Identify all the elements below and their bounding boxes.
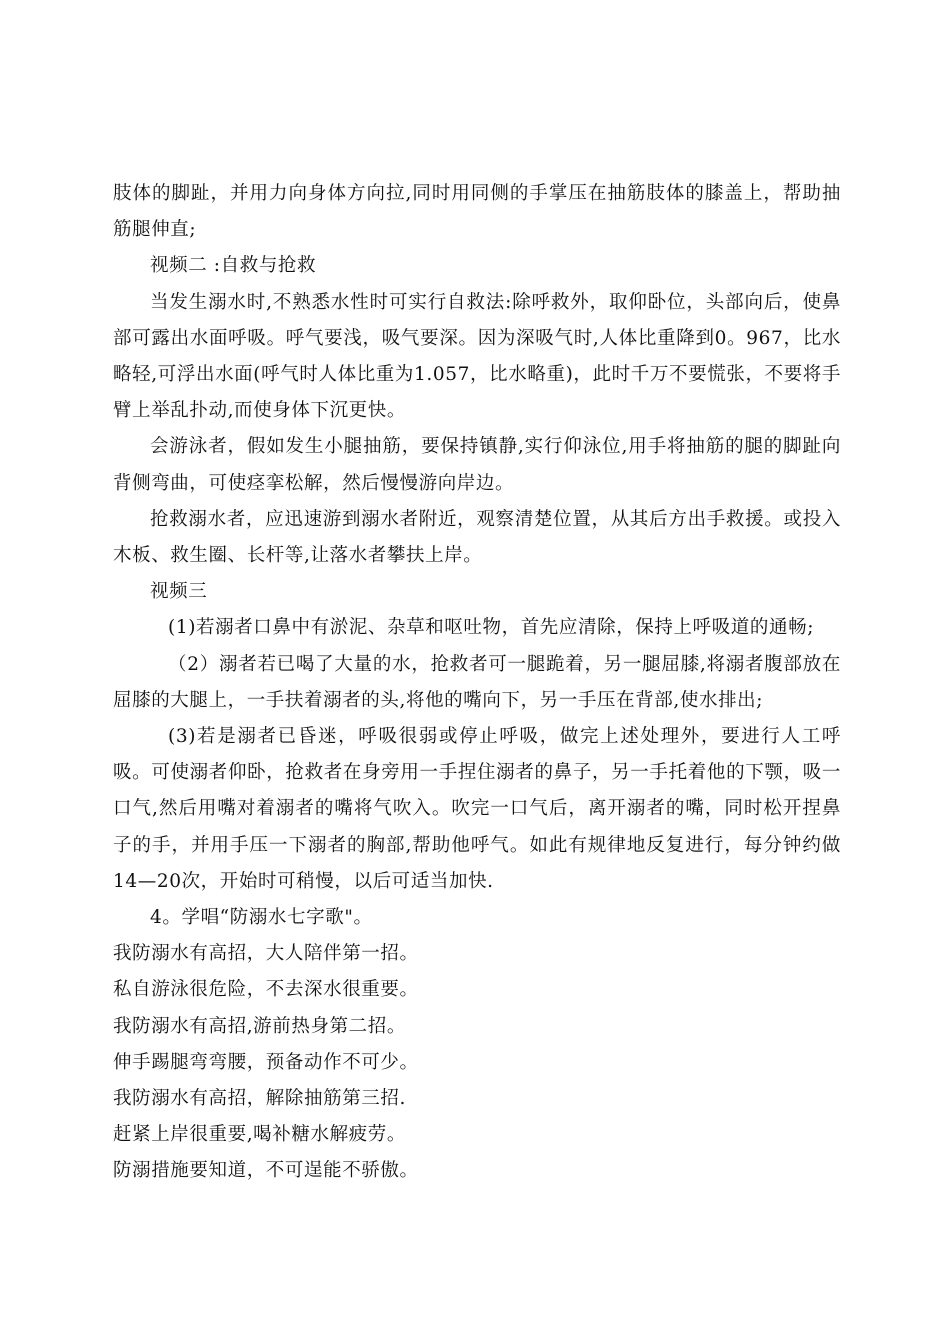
song-line-5: 我防溺水有高招，解除抽筋第三招.: [113, 1088, 406, 1110]
song-line-4: 伸手踢腿弯弯腰，预备动作不可少。: [113, 1051, 419, 1073]
paragraph-rescue-drowning: 抢救溺水者，应迅速游到溺水者附近，观察清楚位置，从其后方出手救援。或投入木板、救生圈、长杆等,让落水者攀扶上岸。: [113, 508, 841, 567]
paragraph-cramp-continuation: 肢体的脚趾，并用力向身体方向拉,同时用同侧的手掌压在抽筋肢体的膝盖上，帮助抽筋腿伸直;: [113, 183, 841, 241]
paragraph-step-one: (1)若溺者口鼻中有淤泥、杂草和呕吐物，首先应清除，保持上呼吸道的通畅;: [168, 617, 815, 639]
section-heading-video-two: 视频二 :自救与抢救: [150, 255, 317, 277]
paragraph-self-rescue: 当发生溺水时,不熟悉水性时可实行自救法:除呼救外，取仰卧位，头部向后，使鼻部可露出水面呼吸。呼气要浅，吸气要深。因为深吸气时,人体比重降到0。967，比水略轻,可浮出水面(呼气时人体比重为1.057，比水略重)，此时千万不要慌张，不要将手臂上举乱扑动,而使身体下沉更快。: [113, 291, 841, 422]
song-line-1: 我防溺水有高招，大人陪伴第一招。: [113, 943, 419, 965]
section-heading-song: 4。学唱“防溺水七字歌"。: [150, 907, 373, 929]
paragraph-step-two: （2）溺者若已喝了大量的水，抢救者可一腿跪着，另一腿屈膝,将溺者腹部放在屈膝的大腿上，一手扶着溺者的头,将他的嘴向下，另一手压在背部,使水排出;: [113, 653, 841, 711]
document-body: [113, 176, 841, 1190]
song-line-6: 赶紧上岸很重要,喝补糖水解疲劳。: [113, 1124, 406, 1146]
paragraph-swimmer-cramp: 会游泳者，假如发生小腿抽筋，要保持镇静,实行仰泳位,用手将抽筋的腿的脚趾向背侧弯曲，可使痉挛松解，然后慢慢游向岸边。: [113, 436, 841, 494]
song-line-2: 私自游泳很危险，不去深水很重要。: [113, 979, 419, 1001]
song-line-7: 防溺措施要知道，不可逞能不骄傲。: [113, 1160, 419, 1182]
paragraph-step-three: (3)若是溺者已昏迷，呼吸很弱或停止呼吸，做完上述处理外，要进行人工呼吸。可使溺者仰卧，抢救者在身旁用一手捏住溺者的鼻子，另一手托着他的下颚，吸一口气,然后用嘴对着溺者的嘴将气吹入。吹完一口气后，离开溺者的嘴，同时松开捏鼻子的手，并用手压一下溺者的胸部,帮助他呼气。如此有规律地反复进行，每分钟约做 14—20次，开始时可稍慢，以后可适当加快.: [113, 726, 841, 892]
song-line-3: 我防溺水有高招,游前热身第二招。: [113, 1015, 406, 1037]
section-heading-video-three: 视频三: [150, 581, 208, 603]
